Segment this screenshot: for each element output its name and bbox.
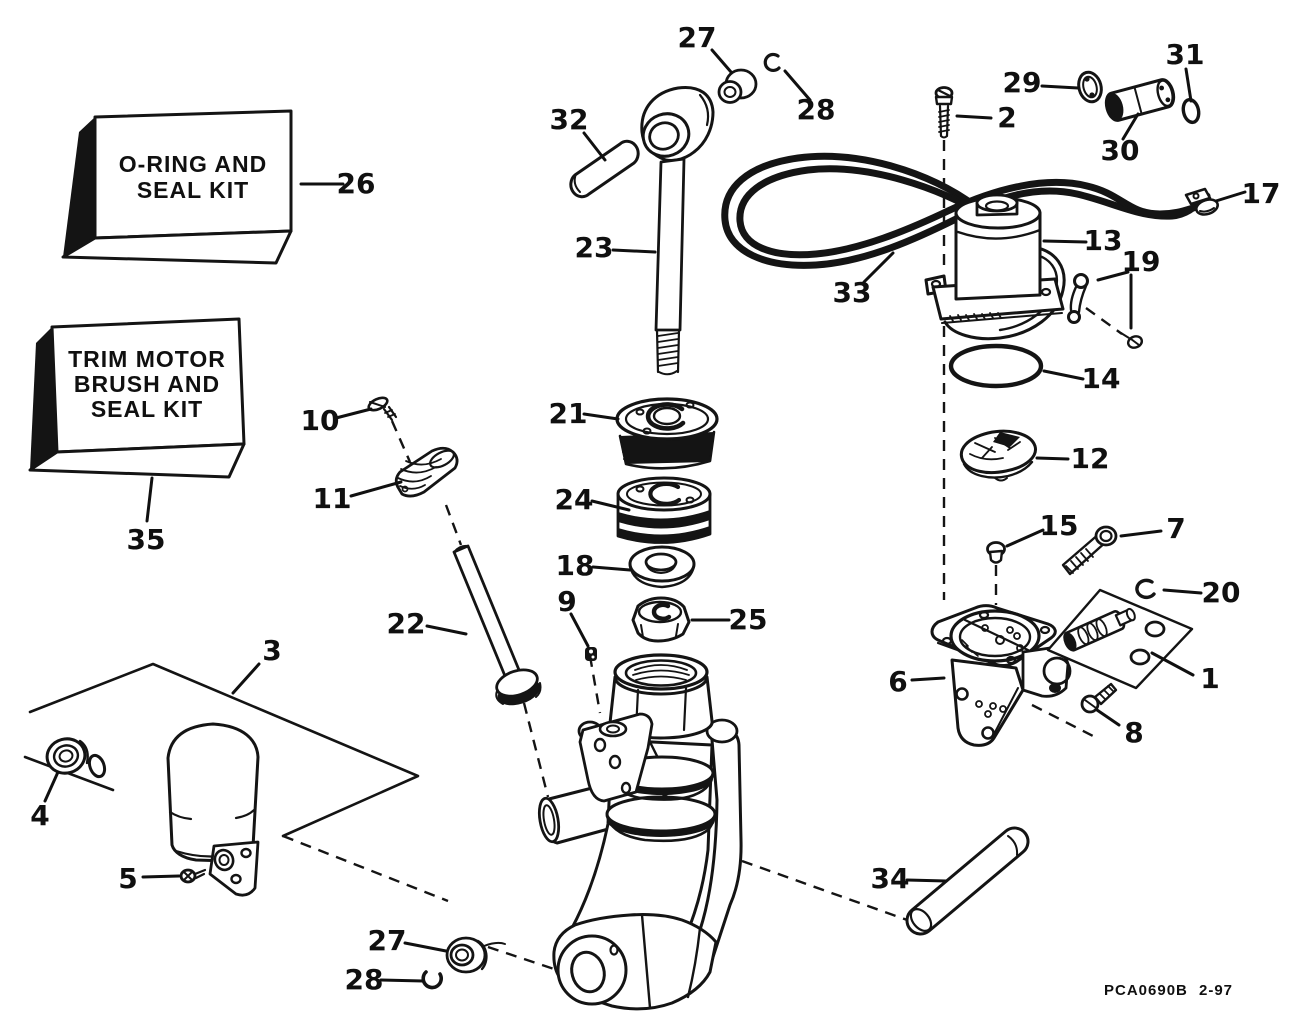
drawing-date: 2-97 [1199,982,1234,999]
callout-15 [1007,509,1078,546]
drawing-code: PCA0690B [1104,982,1188,999]
callout-number-29: 29 [1002,66,1042,99]
leader-line [147,478,152,521]
callout-2 [957,101,1017,134]
leader-line [1121,531,1161,536]
leader-line [1186,69,1191,101]
callout-5 [118,862,179,895]
callout-number-17: 17 [1241,177,1281,210]
leader-line [351,482,401,496]
leader-line [381,980,423,981]
callout-number-13: 13 [1083,224,1123,257]
callout-number-11: 11 [312,482,352,515]
callout-25 [692,603,767,636]
leader-line [571,614,588,646]
kit-box-oring-seal [63,111,291,263]
part-28-bottom-clip [423,972,441,988]
callout-number-2: 2 [997,101,1017,134]
part-29-brush-cap [1075,70,1104,105]
leader-line [584,133,605,160]
leader-line [613,250,655,252]
callout-number-24: 24 [554,483,594,516]
part-5-screw [181,870,205,882]
part-2-screw [936,88,952,138]
callout-22 [387,607,466,640]
leader-line [1007,530,1043,546]
part-23-piston-rod [637,87,713,374]
part-14-oring [951,346,1041,386]
callout-number-34: 34 [870,862,910,895]
kit-box-trim-motor-brush [30,319,244,477]
callout-number-21: 21 [548,397,588,430]
callout-27-bottom [368,924,446,957]
leader-line [584,414,618,419]
part-28-top-clip [765,54,779,70]
part-20-oring [1137,580,1154,597]
callout-12 [1037,442,1109,475]
callout-number-12: 12 [1070,442,1110,475]
callout-number-6: 6 [888,665,908,698]
callout-17 [1216,177,1280,210]
callout-20 [1164,576,1240,609]
part-27-top-cap [719,70,756,103]
leader-line [1044,241,1086,242]
callout-14 [1044,362,1120,395]
callout-number-14: 14 [1081,362,1121,395]
callout-number-9: 9 [557,585,577,618]
svg-text:BRUSH AND: BRUSH AND [73,371,221,397]
callout-number-28-top: 28 [796,93,836,126]
leader-line [143,876,179,877]
callout-number-20: 20 [1201,576,1241,609]
leader-line [593,567,630,570]
callout-number-28-bottom: 28 [344,963,384,996]
callout-number-5: 5 [118,862,138,895]
kit-box-label: TRIM MOTOR [68,346,226,372]
callout-number-31: 31 [1165,38,1205,71]
part-12-filter [961,431,1035,480]
callout-3 [233,634,282,693]
callout-30 [1101,114,1140,167]
leader-line [1042,86,1078,88]
part-22-tilt-rod [454,546,544,710]
part-21-cylinder-cap [617,399,717,468]
part-8-screw [1082,684,1116,712]
part-13-trim-motor [926,195,1064,339]
reservoir-bracket [210,842,258,895]
callout-number-4: 4 [30,799,50,832]
callout-number-19: 19 [1121,245,1161,278]
callout-1 [1152,653,1220,695]
part-25-nut [633,598,689,641]
leader-line [405,943,446,951]
part-9-check-valve-ball [585,647,597,661]
svg-text:SEAL KIT: SEAL KIT [90,396,204,422]
callout-35 [127,478,166,556]
callout-number-35: 35 [126,523,166,556]
reservoir-assembly [168,724,258,895]
callout-11 [313,482,401,515]
callout-number-3: 3 [262,634,282,667]
callout-number-22: 22 [386,607,426,640]
main-housing-body [536,655,741,1009]
leader-line [907,880,946,881]
callout-number-33: 33 [832,276,872,309]
callout-number-7: 7 [1166,512,1186,545]
callout-32 [550,103,605,160]
callout-number-8: 8 [1124,716,1144,749]
leader-line [957,116,991,118]
callout-13 [1044,224,1122,257]
part-6-pump-manifold [932,606,1070,746]
leader-line [1044,371,1083,379]
callout-number-32: 32 [549,103,589,136]
part-24-piston [618,478,710,543]
callout-19 [1098,245,1160,328]
callout-number-10: 10 [300,404,340,437]
leader-line [1037,458,1068,459]
callout-number-26: 26 [336,167,376,200]
callout-4 [30,772,58,832]
leader-line [336,409,371,418]
callout-9 [557,585,588,646]
leader-line [1097,710,1119,725]
callout-23 [575,231,655,264]
callout-28-bottom [345,963,423,996]
callout-number-23: 23 [574,231,614,264]
part-15-plug [988,543,1005,563]
leader-line [912,678,944,680]
part-11-valve-plug [396,447,457,496]
callout-number-25: 25 [728,603,768,636]
part-4-bushing-and-oring [43,735,107,779]
callout-29 [1003,66,1078,99]
leader-line [45,772,58,801]
part-18-washer [630,547,694,587]
callout-number-18: 18 [555,549,595,582]
leader-line [1164,590,1201,593]
callout-18 [556,549,630,582]
callout-27-top [678,21,731,72]
callout-7 [1121,512,1186,545]
svg-text:SEAL KIT: SEAL KIT [136,177,250,203]
callout-28-top [785,71,835,126]
callout-21 [549,397,618,430]
callout-number-15: 15 [1039,509,1079,542]
part-32-pin [571,141,638,196]
callout-number-1: 1 [1200,662,1220,695]
callout-10 [301,404,371,437]
part-27-bottom-bushing [447,938,505,972]
leader-line [427,626,466,634]
callout-6 [888,665,944,698]
callout-number-30: 30 [1100,134,1140,167]
callout-8 [1097,710,1144,749]
callout-number-27-top: 27 [677,21,717,54]
kit-box-label: O-RING AND [118,151,268,177]
callout-number-27-bottom: 27 [367,924,407,957]
part-30-motor-brush [1104,78,1177,123]
leader-line [233,664,259,693]
callout-26 [301,167,375,200]
